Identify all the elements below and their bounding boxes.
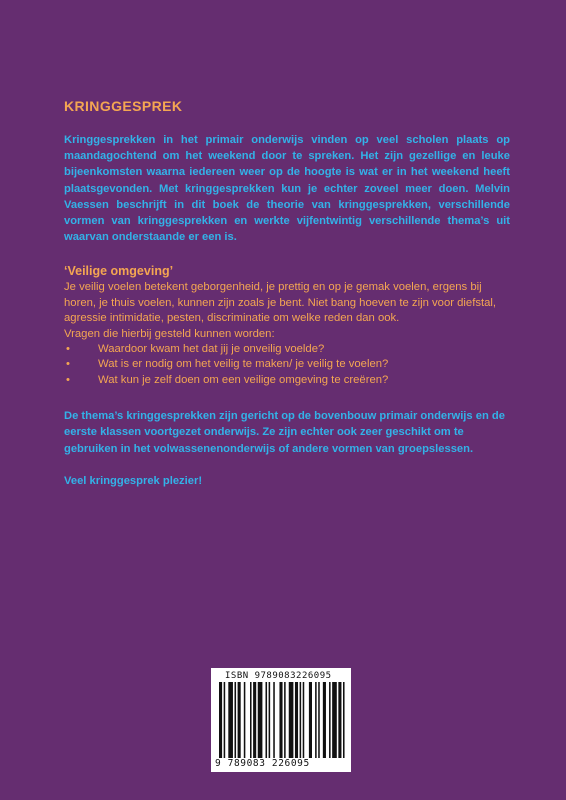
list-item bbox=[64, 373, 510, 388]
section-heading: KRINGGESPREK bbox=[64, 98, 183, 114]
list-item bbox=[64, 357, 510, 372]
list-item bbox=[64, 342, 510, 357]
bullet-icon: • bbox=[66, 358, 70, 371]
intro-paragraph: Kringgesprekken in het primair onderwijs vinden op veel scholen plaats op maandagochtend om het weekend door te spreken. Het zijn gezellige en leuke bijeenkomsten waarna iedereen weer op de hoogte is wat er in het weekend heeft plaatsgevonden. Met kringgesprekken kun je echter zoveel meer doen. Melvin Vaessen beschrijft in dit boek de theorie van kringgesprekken, verschillende vormen van kringgesprekken en werkte vijfentwintig verschillende thema’s uit waarvan onderstaande er een is. bbox=[64, 134, 510, 244]
question-text: Waardoor kwam het dat jij je onveilig voelde? bbox=[98, 343, 325, 356]
barcode-bars-icon bbox=[217, 682, 345, 760]
barcode bbox=[211, 668, 351, 772]
theme-body: Je veilig voelen betekent geborgenheid, je prettig en op je gemak voelen, ergens bij horen, je thuis voelen, kunnen zijn zoals je bent. Niet bang hoeven te zijn voor diefstal, agressie intimidatie, pesten, discriminatie om welke reden dan ook. bbox=[64, 281, 497, 325]
closing-paragraph: De thema’s kringgesprekken zijn gericht op de bovenbouw primair onderwijs en de eerste klassen voortgezet onderwijs. Ze zijn echter ook zeer geschikt om te gebruiken in het volwassenenonderwijs of andere vormen van groepslessen. bbox=[64, 410, 505, 455]
questions-list bbox=[64, 342, 510, 388]
signoff-line: Veel kringgesprek plezier! bbox=[64, 474, 203, 487]
bullet-icon: • bbox=[66, 343, 70, 356]
bullet-icon: • bbox=[66, 373, 70, 386]
ean-digits: 9 789083 226095 bbox=[215, 758, 310, 769]
question-text: Wat kun je zelf doen om een veilige omgeving te creëren? bbox=[98, 373, 389, 386]
questions-intro: Vragen die hierbij gesteld kunnen worden: bbox=[64, 327, 275, 340]
back-cover-text bbox=[64, 98, 510, 489]
theme-title: ‘Veilige omgeving’ bbox=[64, 264, 174, 279]
question-text: Wat is er nodig om het veilig te maken/ je veilig te voelen? bbox=[98, 358, 389, 371]
isbn-label: ISBN 9789083226095 bbox=[225, 671, 332, 681]
